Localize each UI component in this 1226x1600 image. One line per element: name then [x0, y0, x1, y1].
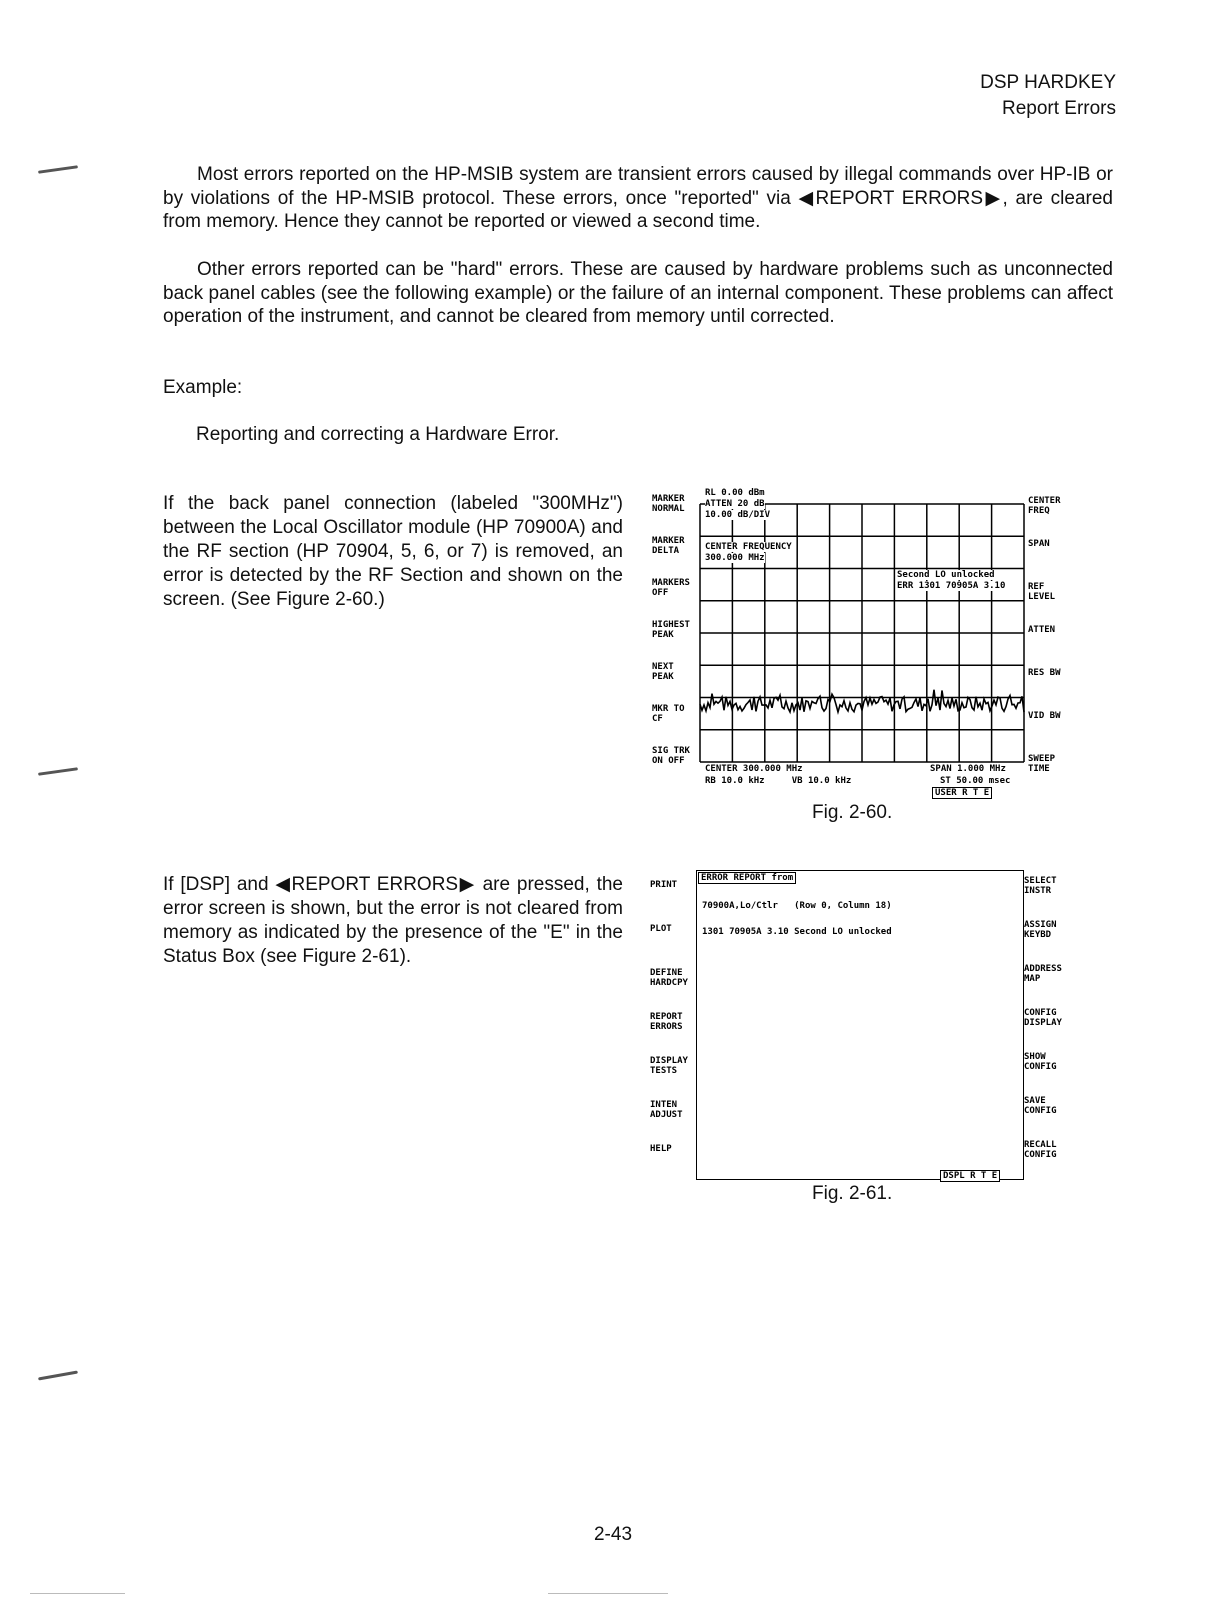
center-frequency-readout: CENTER 300.000 MHz	[705, 764, 803, 774]
paragraph-transient-errors: Most errors reported on the HP-MSIB system are transient errors caused by illegal commands over HP-IB or by violations of the HP-MSIB protocol. These errors, once "reported" via ◀REPORT ERRORS▶, are cleared from memory. Hence they cannot be reported or viewed a second time.	[163, 164, 1113, 232]
softkey-label[interactable]: INTEN ADJUST	[650, 1100, 683, 1120]
softkey-label[interactable]: REPORT ERRORS	[650, 1012, 683, 1032]
softkey-label[interactable]: REF LEVEL	[1028, 582, 1056, 602]
softkey-label[interactable]: MARKERS OFF	[652, 578, 690, 598]
attenuation: ATTEN 20 dB	[705, 499, 765, 509]
softkey-label[interactable]: DEFINE HARDCPY	[650, 968, 688, 988]
scale-per-div: 10.00 dB/DIV	[705, 510, 771, 520]
softkey-label[interactable]: HIGHEST PEAK	[652, 620, 690, 640]
figure-2-61-caption: Fig. 2-61.	[812, 1183, 893, 1204]
softkey-label[interactable]: PLOT	[650, 924, 672, 934]
scan-artifact	[30, 1593, 125, 1594]
softkey-label[interactable]: HELP	[650, 1144, 672, 1154]
paragraph-figure-61: If [DSP] and ◀REPORT ERRORS▶ are pressed, the error screen is shown, but the error is not cleared from memory as indicated by the presence of the "E" in the Status Box (see Figure 2-61).	[163, 874, 623, 967]
softkey-label[interactable]: CENTER FREQ	[1028, 496, 1061, 516]
softkey-label[interactable]: CONFIG DISPLAY	[1024, 1008, 1062, 1028]
span-readout: SPAN 1.000 MHz	[930, 764, 1006, 774]
example-label: Example:	[163, 377, 243, 398]
softkey-label[interactable]: SWEEP TIME	[1028, 754, 1056, 774]
softkey-label[interactable]: SELECT INSTR	[1024, 876, 1057, 896]
softkey-label[interactable]: ADDRESS MAP	[1024, 964, 1062, 984]
softkey-label[interactable]: VID BW	[1028, 711, 1061, 721]
sweep-time-readout: ST 50.00 msec	[940, 776, 1011, 786]
figure-2-61	[650, 868, 1080, 1208]
margin-mark	[38, 1371, 78, 1381]
report-error-line: 1301 70905A 3.10 Second LO unlocked	[702, 927, 892, 937]
softkey-label[interactable]: SHOW CONFIG	[1024, 1052, 1057, 1072]
softkey-label[interactable]: PRINT	[650, 880, 678, 890]
softkey-label[interactable]: ATTEN	[1028, 625, 1056, 635]
softkey-label[interactable]: SPAN	[1028, 539, 1050, 549]
softkey-label[interactable]: RECALL CONFIG	[1024, 1140, 1057, 1160]
active-function-label: CENTER FREQUENCY	[705, 542, 792, 552]
report-source: 70900A,Lo/Ctlr (Row 0, Column 18)	[702, 901, 892, 911]
softkey-label[interactable]: ASSIGN KEYBD	[1024, 920, 1057, 940]
softkey-label[interactable]: DISPLAY TESTS	[650, 1056, 688, 1076]
figure-2-60	[650, 486, 1080, 806]
scan-artifact	[548, 1593, 668, 1594]
softkey-label[interactable]: RES BW	[1028, 668, 1061, 678]
softkey-label[interactable]: MARKER DELTA	[652, 536, 685, 556]
softkey-label[interactable]: SIG TRK ON OFF	[652, 746, 690, 766]
error-code: ERR 1301 70905A 3.10	[897, 581, 1006, 591]
softkey-label[interactable]: MARKER NORMAL	[652, 494, 685, 514]
report-title: ERROR REPORT from	[698, 872, 796, 884]
softkey-label[interactable]: NEXT PEAK	[652, 662, 674, 682]
status-box: USER R T E	[932, 787, 992, 799]
paragraph-hard-errors: Other errors reported can be "hard" errors. These are caused by hardware problems such as unconnected back panel cables (see the following example) or the failure of an internal component. These problems can affect operation of the instrument, and cannot be cleared from memory until corrected.	[163, 259, 1113, 327]
example-title: Reporting and correcting a Hardware Error.	[196, 424, 560, 445]
error-report-window	[696, 870, 1024, 1180]
reference-level: RL 0.00 dBm	[705, 488, 765, 498]
error-message: Second LO unlocked	[897, 570, 995, 580]
margin-mark	[38, 767, 78, 776]
figure-2-60-caption: Fig. 2-60.	[812, 802, 893, 823]
page-number: 2-43	[593, 1524, 633, 1545]
softkey-label[interactable]: SAVE CONFIG	[1024, 1096, 1057, 1116]
paragraph-figure-60: If the back panel connection (labeled "300MHz") between the Local Oscillator module (HP 70900A) and the RF section (HP 70904, 5, 6, or 7) is removed, an error is detected by the RF Section and shown on the screen. (See Figure 2-60.)	[163, 493, 623, 610]
margin-mark	[38, 165, 78, 174]
status-box: DSPL R T E	[940, 1170, 1000, 1182]
header-topic: Report Errors	[1001, 98, 1116, 119]
running-header	[980, 70, 1116, 122]
bandwidth-readout: RB 10.0 kHz VB 10.0 kHz	[705, 776, 852, 786]
spectrum-graticule	[650, 486, 1080, 786]
softkey-label[interactable]: MKR TO CF	[652, 704, 685, 724]
header-section-title: DSP HARDKEY	[980, 72, 1116, 93]
active-function-value: 300.000 MHz	[705, 553, 765, 563]
